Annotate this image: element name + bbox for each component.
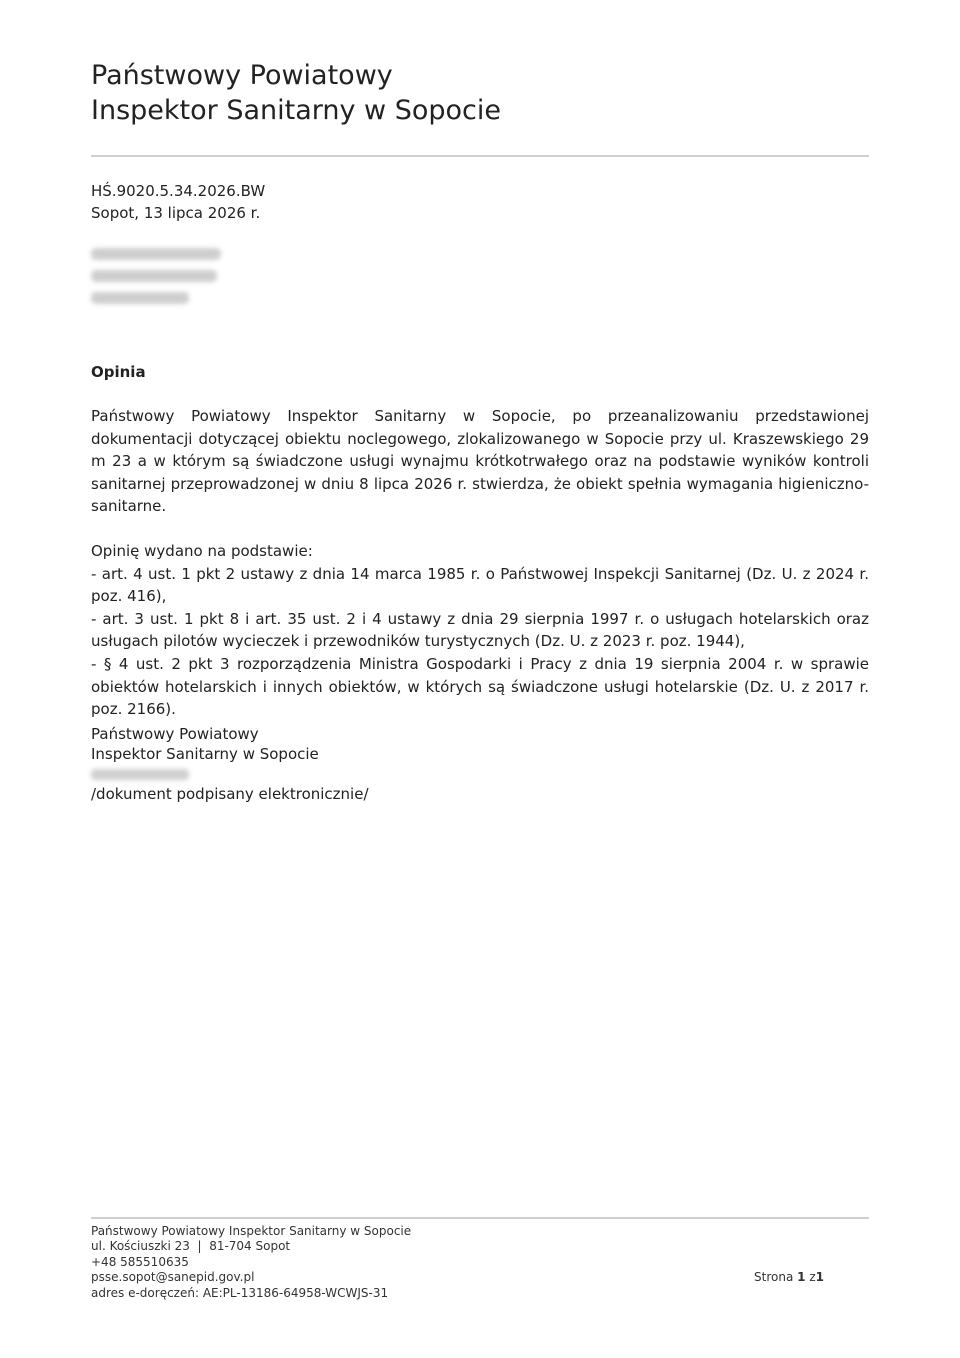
footer-address: ul. Kościuszki 23 | 81-704 Sopot [91,1239,291,1254]
page-number-current: 1 [797,1270,806,1284]
signature-title-line2: Inspektor Sanitarny w Sopocie [91,745,319,763]
document-meta [91,180,265,224]
page-number-separator: z [809,1270,816,1284]
main-paragraph: Państwowy Powiatowy Inspektor Sanitarny w Sopocie, po przeanalizowaniu przedstawionej dokumentacji dotyczącej obiektu noclegowego, zlokalizowanego w Sopocie przy ul. Kraszewskiego 29 m 23 a w którym są świadczone usługi wynajmu krótkotrwałego oraz na podstawie wyników kontroli sanitarnej przeprowadzonej w dniu 8 lipca 2026 r. stwierdza, że obiekt spełnia wymagania higieniczno-sanitarne. [91,407,869,516]
redacted-signatory-name [91,769,189,780]
redacted-line [91,248,221,260]
footer-edelivery-address: adres e-doręczeń: AE:PL-13186-64958-WCWJS-31 [91,1285,389,1300]
header-divider [91,155,869,157]
document-title: Opinia [91,363,146,381]
recipient-address-redacted [91,248,221,314]
signature-note: /dokument podpisany elektronicznie/ [91,785,369,803]
page-number-total: 1 [815,1270,824,1284]
document-header [91,58,869,128]
signature-block [91,724,369,804]
footer-email: psse.sopot@sanepid.gov.pl [91,1270,255,1285]
basis-item: - art. 3 ust. 1 pkt 8 i art. 35 ust. 2 i 4 ustawy z dnia 29 sierpnia 1997 r. o usługach hotelarskich oraz usługach pilotów wycieczek i przewodników turystycznych (Dz. U. z 2023 r. poz. 1944), [91,609,869,651]
basis-item: - art. 4 ust. 1 pkt 2 ustawy z dnia 14 marca 1985 r. o Państwowej Inspekcji Sanitarnej (Dz. U. z 2024 r. poz. 416), [91,564,869,606]
header-title-line1: Państwowy Powiatowy [91,60,393,91]
reference-number: HŚ.9020.5.34.2026.BW [91,182,266,200]
page-number-prefix: Strona [754,1270,794,1284]
header-title-line2: Inspektor Sanitarny w Sopocie [91,95,501,126]
footer-divider [91,1217,869,1219]
basis-intro: Opinię wydano na podstawie: [91,541,313,560]
footer-contact [91,1224,411,1301]
footer-phone: +48 585510635 [91,1254,189,1269]
redacted-line [91,292,189,304]
basis-item: - § 4 ust. 2 pkt 3 rozporządzenia Ministra Gospodarki i Pracy z dnia 19 sierpnia 2004 r. w sprawie obiektów hotelarskich i innych obiektów, w których są świadczone usługi hotelarskie (Dz. U. z 2017 r. poz. 2166). [91,654,869,719]
page-number [754,1270,824,1284]
signature-title-line1: Państwowy Powiatowy [91,725,259,743]
footer-office-name: Państwowy Powiatowy Inspektor Sanitarny w Sopocie [91,1224,412,1238]
place-date: Sopot, 13 lipca 2026 r. [91,204,261,222]
document-body [91,405,869,721]
redacted-line [91,270,217,282]
